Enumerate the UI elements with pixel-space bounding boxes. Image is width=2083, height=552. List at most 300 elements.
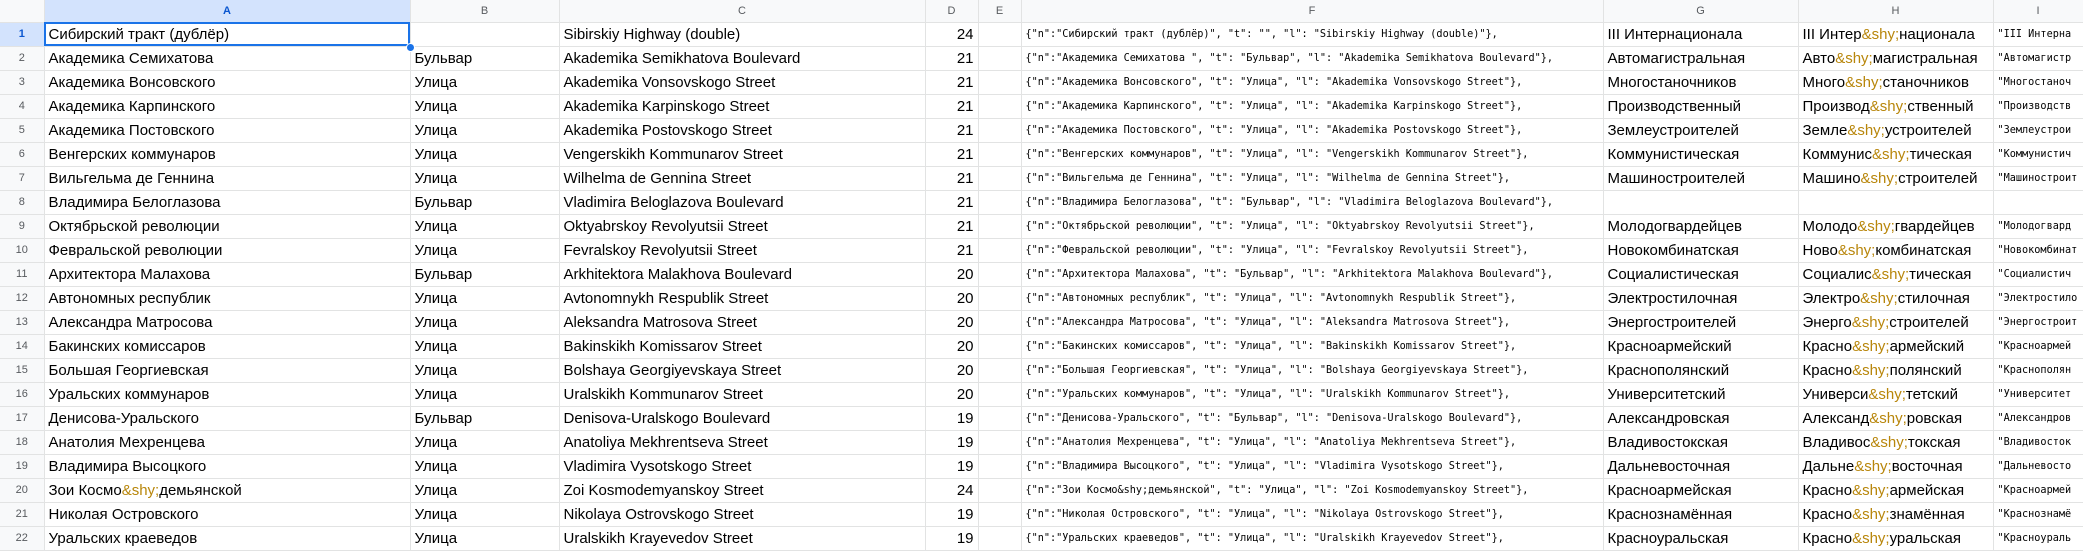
cell-text: Красно [1802,481,1853,499]
cell-f-json[interactable] [1021,478,1603,502]
cell-a-street-name[interactable] [44,94,410,118]
row-header[interactable] [0,382,44,406]
cell-e-empty[interactable] [978,454,1021,478]
cell-f-json[interactable] [1021,526,1603,550]
cell-i-quoted[interactable] [1993,358,2083,382]
cell-h-hyphenated[interactable] [1798,22,1993,46]
cell-text: "Производств [1997,100,2072,112]
cell-text: магистральная [1872,49,1978,67]
cell-text: 14 [15,340,28,352]
cell-g-long-word[interactable] [1603,166,1798,190]
cell-d-length[interactable] [925,478,978,502]
cell-d-length[interactable] [925,502,978,526]
row-header[interactable] [0,358,44,382]
cell-text: "Красноармей [1997,484,2072,496]
cell-text: Машино [1802,169,1861,187]
cell-i-quoted[interactable] [1993,70,2083,94]
row-header[interactable] [0,166,44,190]
cell-d-length[interactable] [925,334,978,358]
cell-h-hyphenated[interactable] [1798,118,1993,142]
cell-g-long-word[interactable] [1603,22,1798,46]
cell-text: 20 [956,265,974,283]
cell-f-json[interactable] [1021,406,1603,430]
cell-d-length[interactable] [925,94,978,118]
cell-g-long-word[interactable] [1603,334,1798,358]
cell-text: Красноармейская [1607,481,1732,499]
cell-text: &shy; [1835,49,1873,67]
cell-e-empty[interactable] [978,262,1021,286]
cell-i-quoted[interactable] [1993,454,2083,478]
cell-g-long-word[interactable] [1603,310,1798,334]
cell-d-length[interactable] [925,118,978,142]
row-header[interactable] [0,94,44,118]
cell-text: 19 [956,457,974,475]
cell-f-json[interactable] [1021,70,1603,94]
cell-f-json[interactable] [1021,166,1603,190]
cell-h-hyphenated[interactable] [1798,334,1993,358]
cell-e-empty[interactable] [978,22,1021,46]
cell-c-latin-name[interactable] [559,94,925,118]
cell-h-hyphenated[interactable] [1798,478,1993,502]
row-header[interactable] [0,526,44,550]
cell-d-length[interactable] [925,238,978,262]
cell-f-json[interactable] [1021,190,1603,214]
row-header[interactable] [0,286,44,310]
cell-b-type[interactable] [410,166,559,190]
cell-a-street-name[interactable] [44,502,410,526]
cell-text: Энергостроителей [1607,313,1737,331]
cell-b-type[interactable] [410,334,559,358]
cell-text: Zoi Kosmodemyanskoy Street [563,481,764,499]
cell-text: 20 [956,337,974,355]
cell-b-type[interactable] [410,382,559,406]
cell-c-latin-name[interactable] [559,502,925,526]
cell-text: 16 [15,388,28,400]
cell-b-type[interactable] [410,358,559,382]
cell-d-length[interactable] [925,46,978,70]
cell-e-empty[interactable] [978,70,1021,94]
cell-g-long-word[interactable] [1603,190,1798,214]
cell-i-quoted[interactable] [1993,502,2083,526]
table-row [0,454,2083,478]
cell-i-quoted[interactable] [1993,214,2083,238]
row-header[interactable] [0,262,44,286]
row-header[interactable] [0,502,44,526]
cell-e-empty[interactable] [978,142,1021,166]
cell-e-empty[interactable] [978,334,1021,358]
cell-d-length[interactable] [925,22,978,46]
cell-i-quoted[interactable] [1993,142,2083,166]
cell-c-latin-name[interactable] [559,22,925,46]
cell-a-street-name[interactable] [44,358,410,382]
cell-b-type[interactable] [410,310,559,334]
cell-g-long-word[interactable] [1603,262,1798,286]
cell-f-json[interactable] [1021,214,1603,238]
cell-i-quoted[interactable] [1993,382,2083,406]
cell-e-empty[interactable] [978,214,1021,238]
cell-g-long-word[interactable] [1603,430,1798,454]
cell-a-street-name[interactable] [44,382,410,406]
cell-h-hyphenated[interactable] [1798,262,1993,286]
cell-g-long-word[interactable] [1603,382,1798,406]
cell-h-hyphenated[interactable] [1798,406,1993,430]
column-header-b[interactable]: B [410,0,559,22]
cell-c-latin-name[interactable] [559,310,925,334]
cell-a-street-name[interactable] [44,262,410,286]
cell-text: Академика Карпинского [48,97,216,115]
cell-g-long-word[interactable] [1603,406,1798,430]
cell-a-street-name[interactable] [44,142,410,166]
cell-text: 3 [18,76,25,88]
cell-c-latin-name[interactable] [559,214,925,238]
cell-f-json[interactable] [1021,358,1603,382]
cell-text: Александровская [1607,409,1730,427]
cell-c-latin-name[interactable] [559,406,925,430]
cell-e-empty[interactable] [978,310,1021,334]
table-row [0,286,2083,310]
table-row [0,22,2083,46]
cell-text: III Интернационала [1607,25,1743,43]
cell-b-type[interactable] [410,262,559,286]
cell-text: ровская [1906,409,1963,427]
cell-e-empty[interactable] [978,94,1021,118]
cell-f-json[interactable] [1021,46,1603,70]
cell-g-long-word[interactable] [1603,142,1798,166]
cell-text: Улица [414,217,458,235]
cell-g-long-word[interactable] [1603,286,1798,310]
cell-b-type[interactable] [410,526,559,550]
cell-text: &shy; [1869,97,1908,115]
column-header-e[interactable]: E [978,0,1021,22]
cell-e-empty[interactable] [978,46,1021,70]
row-header[interactable] [0,478,44,502]
cell-text: стилочная [1897,289,1970,307]
cell-h-hyphenated[interactable] [1798,358,1993,382]
cell-b-type[interactable] [410,406,559,430]
cell-d-length[interactable] [925,190,978,214]
cell-a-street-name[interactable] [44,70,410,94]
cell-d-length[interactable] [925,406,978,430]
row-header[interactable] [0,406,44,430]
cell-e-empty[interactable] [978,526,1021,550]
cell-c-latin-name[interactable] [559,166,925,190]
cell-a-street-name[interactable] [44,454,410,478]
cell-text: "Владивосток [1997,436,2072,448]
cell-a-street-name[interactable] [44,46,410,70]
cell-text: Большая Георгиевская [48,361,209,379]
cell-e-empty[interactable] [978,478,1021,502]
cell-c-latin-name[interactable] [559,238,925,262]
cell-f-json[interactable] [1021,262,1603,286]
cell-text: Красноуральская [1607,529,1729,547]
table-row [0,118,2083,142]
cell-h-hyphenated[interactable] [1798,430,1993,454]
cell-i-quoted[interactable] [1993,526,2083,550]
cell-text: Автономных республик [48,289,211,307]
cell-text: &shy; [1852,337,1890,355]
cell-c-latin-name[interactable] [559,382,925,406]
select-all-corner[interactable] [0,0,44,22]
column-header-d[interactable]: D [925,0,978,22]
cell-text: "Краснознамё [1997,508,2072,520]
cell-text: 19 [956,433,974,451]
cell-text: 15 [15,364,28,376]
cell-text: Архитектора Малахова [48,265,211,283]
cell-i-quoted[interactable] [1993,334,2083,358]
cell-f-json[interactable] [1021,22,1603,46]
cell-e-empty[interactable] [978,502,1021,526]
cell-text: токская [1907,433,1961,451]
cell-e-empty[interactable] [978,238,1021,262]
cell-h-hyphenated[interactable] [1798,166,1993,190]
row-header[interactable] [0,22,44,46]
cell-a-street-name[interactable] [44,118,410,142]
column-header-i[interactable]: I [1993,0,2083,22]
cell-h-hyphenated[interactable] [1798,286,1993,310]
cell-c-latin-name[interactable] [559,118,925,142]
cell-d-length[interactable] [925,382,978,406]
cell-d-length[interactable] [925,526,978,550]
cell-text: уральская [1889,529,1962,547]
cell-a-street-name[interactable] [44,430,410,454]
cell-f-json[interactable] [1021,382,1603,406]
cell-f-json[interactable] [1021,334,1603,358]
cell-d-length[interactable] [925,358,978,382]
cell-c-latin-name[interactable] [559,142,925,166]
cell-text: {"n":"Академика Семихатова ", "t": "Бульвар", "l": "Akademika Semikhatova Boulevard"}, [1025,52,1553,64]
cell-c-latin-name[interactable] [559,46,925,70]
cell-g-long-word[interactable] [1603,358,1798,382]
cell-a-street-name[interactable] [44,166,410,190]
cell-c-latin-name[interactable] [559,430,925,454]
row-header[interactable] [0,454,44,478]
cell-text: Универси [1802,385,1869,403]
cell-b-type[interactable] [410,454,559,478]
cell-f-json[interactable] [1021,502,1603,526]
cell-b-type[interactable] [410,22,559,46]
cell-g-long-word[interactable] [1603,94,1798,118]
cell-c-latin-name[interactable] [559,286,925,310]
cell-a-street-name[interactable] [44,22,410,46]
cell-f-json[interactable] [1021,94,1603,118]
cell-a-street-name[interactable] [44,334,410,358]
cell-b-type[interactable] [410,238,559,262]
cell-text: Uralskikh Kommunarov Street [563,385,763,403]
cell-e-empty[interactable] [978,358,1021,382]
cell-d-length[interactable] [925,286,978,310]
cell-b-type[interactable] [410,142,559,166]
cell-h-hyphenated[interactable] [1798,142,1993,166]
cell-c-latin-name[interactable] [559,454,925,478]
cell-g-long-word[interactable] [1603,502,1798,526]
cell-text: Бульвар [414,409,473,427]
cell-g-long-word[interactable] [1603,478,1798,502]
cell-text: "Александров [1997,412,2072,424]
column-header-a[interactable]: A [44,0,410,22]
cell-a-street-name[interactable] [44,526,410,550]
cell-b-type[interactable] [410,214,559,238]
cell-e-empty[interactable] [978,190,1021,214]
cell-i-quoted[interactable] [1993,406,2083,430]
row-header[interactable] [0,118,44,142]
cell-text: комбинатская [1875,241,1972,259]
cell-h-hyphenated[interactable] [1798,238,1993,262]
cell-g-long-word[interactable] [1603,118,1798,142]
cell-text: "III Интерна [1997,28,2072,40]
row-header[interactable] [0,46,44,70]
table-row [0,310,2083,334]
table-row [0,214,2083,238]
cell-text: &shy; [1860,169,1899,187]
row-header[interactable] [0,142,44,166]
cell-b-type[interactable] [410,286,559,310]
cell-i-quoted[interactable] [1993,22,2083,46]
cell-e-empty[interactable] [978,406,1021,430]
cell-g-long-word[interactable] [1603,454,1798,478]
cell-f-json[interactable] [1021,310,1603,334]
row-header[interactable] [0,310,44,334]
cell-b-type[interactable] [410,118,559,142]
cell-d-length[interactable] [925,454,978,478]
cell-f-json[interactable] [1021,118,1603,142]
cell-d-length[interactable] [925,142,978,166]
cell-text: 21 [956,97,974,115]
cell-h-hyphenated[interactable] [1798,46,1993,70]
cell-text: Улица [414,481,458,499]
cell-f-json[interactable] [1021,454,1603,478]
fill-handle[interactable] [406,43,415,52]
cell-text: устроителей [1884,121,1972,139]
cell-b-type[interactable] [410,70,559,94]
cell-text: 19 [956,529,974,547]
cell-a-street-name[interactable] [44,286,410,310]
cell-e-empty[interactable] [978,118,1021,142]
cell-i-quoted[interactable] [1993,286,2083,310]
cell-h-hyphenated[interactable] [1798,214,1993,238]
cell-h-hyphenated[interactable] [1798,70,1993,94]
cell-text: Бульвар [414,193,473,211]
cell-h-hyphenated[interactable] [1798,310,1993,334]
column-header-f[interactable]: F [1021,0,1603,22]
cell-text: Улица [414,145,458,163]
cell-f-json[interactable] [1021,286,1603,310]
cell-c-latin-name[interactable] [559,358,925,382]
cell-e-empty[interactable] [978,382,1021,406]
row-header[interactable] [0,190,44,214]
cell-h-hyphenated[interactable] [1798,190,1993,214]
cell-text: &shy; [1845,73,1883,91]
cell-b-type[interactable] [410,94,559,118]
cell-text: Социалис [1802,265,1872,283]
cell-a-street-name[interactable] [44,214,410,238]
cell-a-street-name[interactable] [44,190,410,214]
cell-e-empty[interactable] [978,430,1021,454]
cell-d-length[interactable] [925,310,978,334]
cell-i-quoted[interactable] [1993,262,2083,286]
cell-text: Улица [414,313,458,331]
cell-i-quoted[interactable] [1993,190,2083,214]
cell-h-hyphenated[interactable] [1798,382,1993,406]
cell-g-long-word[interactable] [1603,238,1798,262]
cell-c-latin-name[interactable] [559,262,925,286]
cell-d-length[interactable] [925,166,978,190]
cell-h-hyphenated[interactable] [1798,502,1993,526]
cell-i-quoted[interactable] [1993,166,2083,190]
cell-i-quoted[interactable] [1993,118,2083,142]
cell-c-latin-name[interactable] [559,334,925,358]
cell-c-latin-name[interactable] [559,478,925,502]
cell-i-quoted[interactable] [1993,430,2083,454]
cell-text: Февральской революции [48,241,223,259]
row-header[interactable] [0,334,44,358]
cell-h-hyphenated[interactable] [1798,454,1993,478]
row-header[interactable] [0,70,44,94]
cell-text: {"n":"Николая Островского", "t": "Улица", "l": "Nikolaya Ostrovskogo Street"}, [1025,508,1504,520]
cell-d-length[interactable] [925,262,978,286]
cell-g-long-word[interactable] [1603,526,1798,550]
row-header[interactable] [0,214,44,238]
column-header-c[interactable]: C [559,0,925,22]
cell-f-json[interactable] [1021,238,1603,262]
cell-text: {"n":"Уральских коммунаров", "t": "Улица", "l": "Uralskikh Kommunarov Street"}, [1025,388,1511,400]
row-header[interactable] [0,430,44,454]
cell-text: {"n":"Александра Матросова", "t": "Улица", "l": "Aleksandra Matrosova Street"}, [1025,316,1511,328]
cell-d-length[interactable] [925,430,978,454]
cell-i-quoted[interactable] [1993,46,2083,70]
cell-text: {"n":"Октябрьской революции", "t": "Улица", "l": "Oktyabrskoy Revolyutsii Street"}, [1025,220,1535,232]
cell-a-street-name[interactable] [44,310,410,334]
cell-text: {"n":"Зои Космо&shy;демьянской", "t": "Улица", "l": "Zoi Kosmodemyanskoy Street"}, [1025,484,1529,496]
row-header[interactable] [0,238,44,262]
cell-c-latin-name[interactable] [559,190,925,214]
cell-d-length[interactable] [925,70,978,94]
cell-text: "Многостаноч [1997,76,2072,88]
column-header-g[interactable]: G [1603,0,1798,22]
cell-i-quoted[interactable] [1993,238,2083,262]
cell-b-type[interactable] [410,478,559,502]
cell-g-long-word[interactable] [1603,46,1798,70]
cell-b-type[interactable] [410,430,559,454]
cell-i-quoted[interactable] [1993,94,2083,118]
cell-c-latin-name[interactable] [559,70,925,94]
cell-d-length[interactable] [925,214,978,238]
cell-text: "Молодогвард [1997,220,2072,232]
cell-b-type[interactable] [410,502,559,526]
column-header-h[interactable]: H [1798,0,1993,22]
cell-text: {"n":"Венгерских коммунаров", "t": "Улица", "l": "Vengerskikh Kommunarov Street"}, [1025,148,1529,160]
cell-text: "Машиностроит [1997,172,2078,184]
cell-b-type[interactable] [410,46,559,70]
cell-e-empty[interactable] [978,166,1021,190]
cell-c-latin-name[interactable] [559,526,925,550]
cell-a-street-name[interactable] [44,478,410,502]
cell-h-hyphenated[interactable] [1798,526,1993,550]
cell-text: Электростилочная [1607,289,1738,307]
cell-i-quoted[interactable] [1993,310,2083,334]
cell-a-street-name[interactable] [44,238,410,262]
cell-g-long-word[interactable] [1603,214,1798,238]
cell-e-empty[interactable] [978,286,1021,310]
cell-g-long-word[interactable] [1603,70,1798,94]
cell-f-json[interactable] [1021,142,1603,166]
cell-h-hyphenated[interactable] [1798,94,1993,118]
cell-i-quoted[interactable] [1993,478,2083,502]
cell-f-json[interactable] [1021,430,1603,454]
table-row [0,46,2083,70]
cell-b-type[interactable] [410,190,559,214]
cell-text: Улица [414,457,458,475]
cell-a-street-name[interactable] [44,406,410,430]
